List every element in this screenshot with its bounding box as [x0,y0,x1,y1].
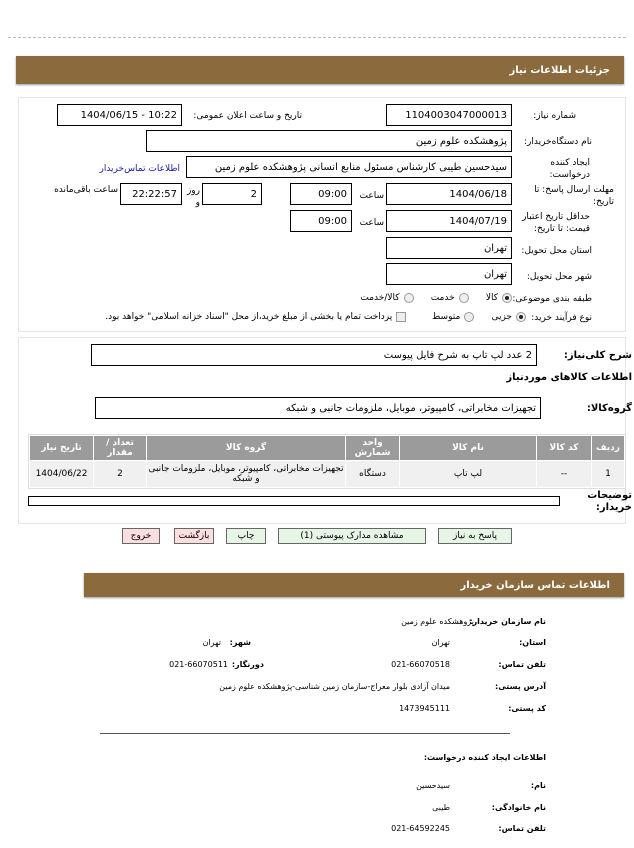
print-button[interactable]: چاپ [226,528,266,544]
city-field: تهران [386,263,512,285]
validity-time-field: 09:00 [290,210,352,232]
exit-button[interactable]: خروج [122,528,160,544]
summary-label: شرح کلی‌نیاز: [563,350,632,361]
buyer-desc-field [28,496,560,506]
radio-icon[interactable] [464,312,474,322]
phone-label: تلفن تماس: [498,660,546,669]
reply-button[interactable]: پاسخ به نیاز [438,528,512,544]
goods-table [29,435,625,488]
address-label: آدرس پستی: [495,682,546,691]
table-row [30,461,624,487]
buyer-contact-link[interactable]: اطلاعات تماس‌خریدار [99,164,180,174]
family-label: نام خانوادگی: [491,803,546,812]
deadline-date-field: 1404/06/18 [386,183,512,205]
group-label: گروه‌کالا: [586,403,632,414]
top-divider [8,37,626,38]
name-label: نام: [530,781,546,790]
group-field: تجهیزات مخابراتی، کامپیوتر، موبایل، ملزومات جانبی و شبکه [95,397,541,419]
postal-label: کد پستی: [508,704,546,713]
family-value: طیبی [432,803,450,812]
org-value: پژوهشکده علوم زمین [401,617,474,626]
need-number-label: شماره نیاز: [533,111,576,121]
deadline-label: مهلت ارسال پاسخ: تا تاریخ: [534,185,614,207]
col-row: ردیف [592,436,624,460]
radio-selected-icon[interactable] [516,312,526,322]
province-c-value: تهران [431,638,450,647]
contact-divider [100,733,510,734]
goods-title: اطلاعات کالاهای موردنیاز [506,372,632,383]
cell-qty: 2 [94,461,146,487]
city-label: شهر محل تحویل: [526,272,592,282]
process-medium[interactable]: متوسط [432,312,474,322]
treasury-payment-checkbox[interactable]: پرداخت تمام یا بخشی از مبلغ خرید،از محل "اسناد خزانه اسلامی" خواهد بود. [105,312,406,322]
cell-date: 1404/06/22 [30,461,93,487]
remaining-time-field: 22:22:57 [120,183,182,205]
cell-unit: دستگاه [346,461,399,487]
validity-date-field: 1404/07/19 [386,210,512,232]
category-service[interactable]: خدمت [431,293,469,303]
address-value: میدان آزادی بلوار معراج-سازمان زمین شناسی-پژوهشکده علوم زمین [219,682,450,691]
category-label: طبقه بندی موضوعی: [512,294,592,304]
buyer-desc-label: توضیحات خریدار: [587,490,632,513]
cell-code: -- [537,461,591,487]
cell-group: تجهیزات مخابراتی، کامپیوتر، موبایل، ملزومات جانبی و شبکه [147,461,345,487]
checkbox-icon[interactable] [396,312,406,322]
need-number-field: 1104003047000013 [386,104,512,126]
announce-label: تاریخ و ساعت اعلان عمومی: [193,111,302,121]
category-radio-group[interactable] [360,292,512,304]
category-goods[interactable]: کالا [486,293,512,303]
col-code: کد کالا [537,436,591,460]
cphone-value: 021-64592245 [391,824,450,833]
radio-icon[interactable] [404,293,414,303]
col-date: تاریخ نیاز [30,436,93,460]
province-label: استان محل تحویل: [521,246,592,256]
validity-time-label: ساعت [359,218,384,228]
cell-row: 1 [592,461,624,487]
contact-title: اطلاعات تماس سازمان خریدار [460,579,610,591]
summary-field: 2 عدد لپ تاپ به شرح فایل پیوست [91,344,537,366]
process-radio-group[interactable] [105,311,526,323]
cell-name: لپ تاپ [400,461,536,487]
validity-label: حداقل تاریخ اعتبار قیمت: تا تاریخ: [522,212,590,234]
creator-label: ایجاد کننده درخواست: [549,158,590,180]
page-header [16,56,624,84]
radio-icon[interactable] [459,293,469,303]
postal-value: 1473945111 [399,704,450,713]
col-group: گروه کالا [147,436,345,460]
fax-value: 021-66070511 [169,660,228,669]
process-label: نوع فرآیند خرید: [531,313,592,323]
attachments-button[interactable]: مشاهده مدارک پیوستی (1) [278,528,426,544]
province-c-label: استان: [519,638,546,647]
deadline-time-field: 09:00 [290,183,352,205]
buyer-field: پژوهشکده علوم زمین [146,130,512,152]
name-value: سیدحسین [416,781,450,790]
province-field: تهران [386,237,512,259]
radio-selected-icon[interactable] [502,293,512,303]
remaining-label: ساعت باقی‌مانده [54,185,118,195]
cphone-label: تلفن تماس: [498,824,546,833]
goods-table-wrap [28,434,626,489]
col-name: نام کالا [400,436,536,460]
days-field: 2 [202,183,262,205]
city-c-label: شهر: [229,638,251,647]
contact-header [84,573,624,597]
creator-field: سیدحسین طیبی کارشناس مسئول منابع انسانی پژوهشکده علوم زمین [186,156,512,178]
days-label: روز و [186,186,200,208]
creator-info-title: اطلاعات ایجاد کننده درخواست: [423,753,546,762]
col-qty: تعداد / مقدار [94,436,146,460]
announce-field: 1404/06/15 - 10:22 [57,104,182,126]
org-label: نام سازمان خریدار: [469,617,546,626]
table-header [30,436,624,460]
city-c-value: تهران [202,638,221,647]
buyer-label: نام دستگاه‌خریدار: [523,137,592,147]
process-minor[interactable]: جزیی [491,312,526,322]
page-title: جزئیات اطلاعات نیاز [509,64,610,76]
category-goods-service[interactable]: کالا/خدمت [360,293,413,303]
back-button[interactable]: بازگشت [174,528,214,544]
col-unit: واحد شمارش [346,436,399,460]
fax-label: دورنگار: [231,660,264,669]
deadline-time-label: ساعت [359,191,384,201]
phone-value: 021-66070518 [391,660,450,669]
